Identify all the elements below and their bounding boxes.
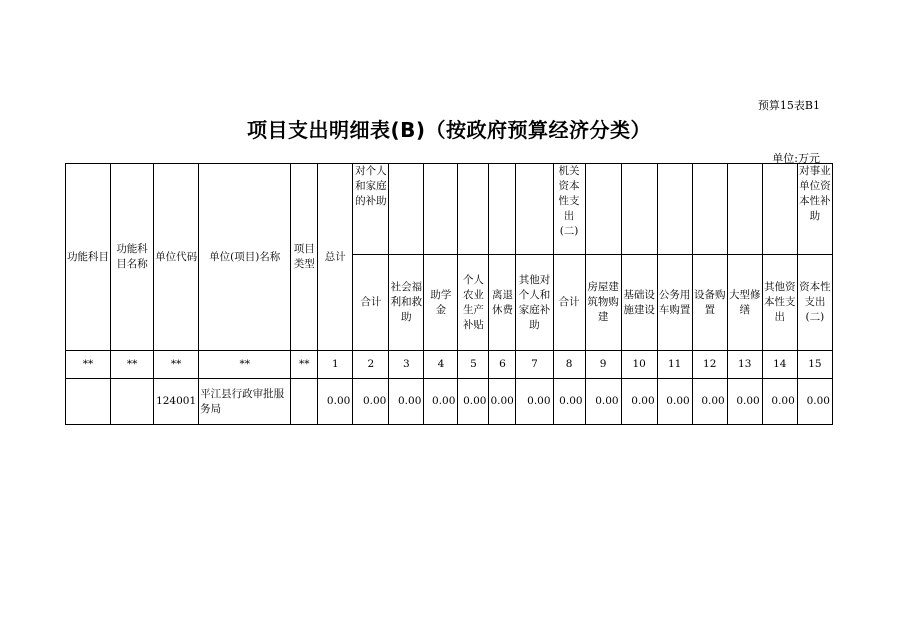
- cell-value: 0.00: [762, 379, 797, 425]
- index-star: **: [199, 351, 291, 379]
- index-star: **: [154, 351, 199, 379]
- cell-value: 0.00: [489, 379, 516, 425]
- page-title: 项目支出明细表(B)（按政府预算经济分类）: [246, 118, 652, 142]
- index-number: 12: [692, 351, 727, 379]
- header-func-subject-name: 功能科目名称: [111, 164, 154, 351]
- table-code: 预算15表B1: [757, 99, 820, 112]
- cell-value: 0.00: [657, 379, 692, 425]
- header-sub: 助学金: [424, 255, 458, 351]
- cell-value: 0.00: [389, 379, 424, 425]
- header-sub: 其他对个人和家庭补助: [516, 255, 553, 351]
- cell-func-subject-name: [111, 379, 154, 425]
- index-star: **: [291, 351, 318, 379]
- cell-value: 0.00: [797, 379, 832, 425]
- header-sub: 合计: [553, 255, 585, 351]
- index-row: [66, 351, 833, 379]
- index-number: 7: [516, 351, 553, 379]
- unit-label: 单位:万元: [772, 152, 820, 165]
- header-sub: 公务用车购置: [657, 255, 692, 351]
- cell-value: 0.00: [727, 379, 762, 425]
- cell-value: 0.00: [553, 379, 585, 425]
- cell-value: 0.00: [585, 379, 621, 425]
- cell-project-type: [291, 379, 318, 425]
- index-number: 9: [585, 351, 621, 379]
- header-sub: 社会福利和救助: [389, 255, 424, 351]
- cell-value: 0.00: [516, 379, 553, 425]
- index-number: 6: [489, 351, 516, 379]
- index-number: 15: [797, 351, 832, 379]
- index-number: 13: [727, 351, 762, 379]
- index-number: 8: [553, 351, 585, 379]
- cell-value: 0.00: [621, 379, 657, 425]
- header-unit-code: 单位代码: [154, 164, 199, 351]
- cell-value: 0.00: [692, 379, 727, 425]
- header-sub: 房屋建筑物购建: [585, 255, 621, 351]
- header-total: 总计: [318, 164, 353, 351]
- index-number: 11: [657, 351, 692, 379]
- cell-unit-name: 平江县行政审批服务局: [199, 379, 291, 425]
- header-project-type: 项目类型: [291, 164, 318, 351]
- header-sub: 合计: [353, 255, 389, 351]
- header-func-subject: 功能科目: [66, 164, 111, 351]
- index-number: 14: [762, 351, 797, 379]
- cell-value: 0.00: [318, 379, 353, 425]
- index-number: 1: [318, 351, 353, 379]
- index-number: 3: [389, 351, 424, 379]
- cell-value: 0.00: [424, 379, 458, 425]
- budget-table: [65, 163, 833, 425]
- index-number: 4: [424, 351, 458, 379]
- header-unit-project-name: 单位(项目)名称: [199, 164, 291, 351]
- cell-value: 0.00: [353, 379, 389, 425]
- index-star: **: [111, 351, 154, 379]
- header-sub: 设备购置: [692, 255, 727, 351]
- cell-func-subject: [66, 379, 111, 425]
- header-sub: 其他资本性支出: [762, 255, 797, 351]
- index-number: 5: [458, 351, 489, 379]
- header-sub: 基础设施建设: [621, 255, 657, 351]
- header-sub: 个人农业生产补贴: [458, 255, 489, 351]
- index-star: **: [66, 351, 111, 379]
- header-group-capital: 机关资本性支出(二): [553, 164, 585, 255]
- table-row: [66, 379, 833, 425]
- header-sub: 大型修缮: [727, 255, 762, 351]
- cell-unit-code: 124001: [154, 379, 199, 425]
- header-sub: 资本性支出(二): [797, 255, 832, 351]
- index-number: 2: [353, 351, 389, 379]
- header-group-personal: 对个人和家庭的补助: [353, 164, 389, 255]
- cell-value: 0.00: [458, 379, 489, 425]
- header-group-institution: 对事业单位资本性补助: [797, 164, 832, 255]
- index-number: 10: [621, 351, 657, 379]
- header-sub: 离退休费: [489, 255, 516, 351]
